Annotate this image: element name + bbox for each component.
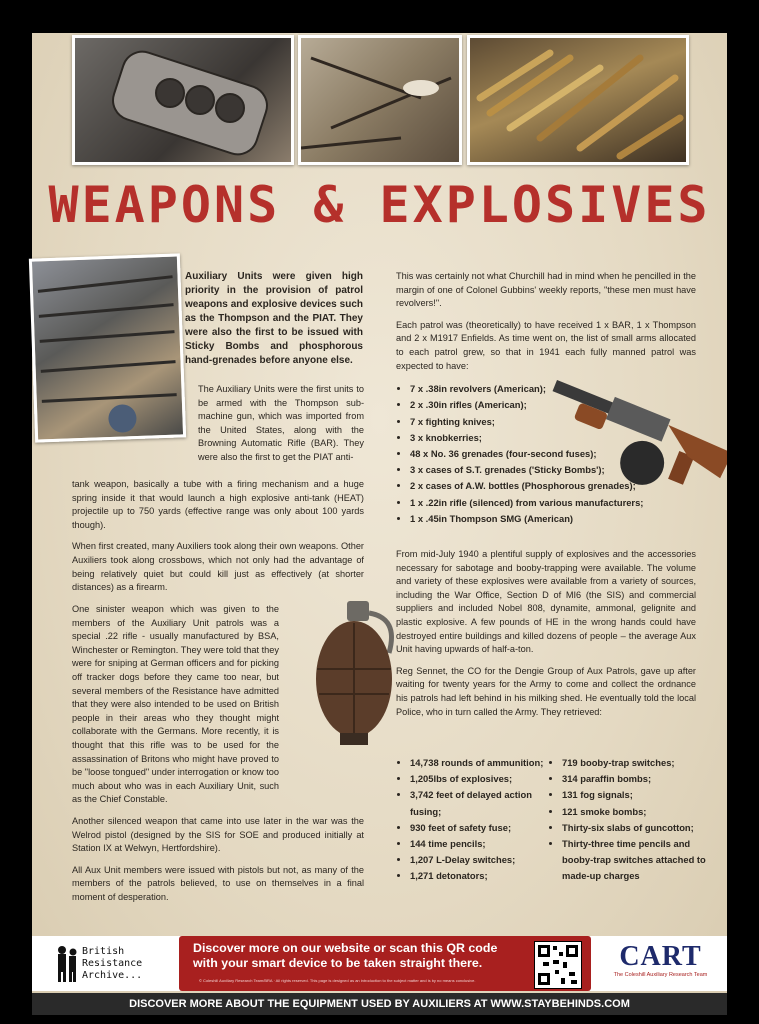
cart-wordmark: CART <box>619 941 702 972</box>
list-item: • 121 smoke bombs; <box>562 804 722 820</box>
explosives-text <box>396 548 696 727</box>
list-item: • 314 paraffin bombs; <box>562 771 722 787</box>
list-item: • 144 time pencils; <box>410 836 560 852</box>
list-item: • 7 x fighting knives; <box>410 414 696 430</box>
list-item: • 131 fog signals; <box>562 787 722 803</box>
cart-logo[interactable] <box>598 942 723 987</box>
photo-knuckle-duster <box>72 35 294 165</box>
footer-bar: DISCOVER MORE ABOUT THE EQUIPMENT USED BY AUXILIERS AT WWW.STAYBEHINDS.COM <box>32 993 727 1015</box>
soldiers-icon <box>54 944 80 984</box>
list-item: • 2 x .30in rifles (American); <box>410 397 696 413</box>
copyright-text: © Coleshill Auxiliary Research Team/BRA · All rights reserved. This page is designed as an introduction to the subject matter and is by no means conclusive. <box>199 978 476 983</box>
list-item: • 1,205lbs of explosives; <box>410 771 560 787</box>
retrieved-list-a <box>396 755 560 885</box>
body-paragraph-3: One sinister weapon which was given to the members of the Auxiliary Unit patrols was a special .22 rifle - usually manufactured by BSA, Winchester or Remington. They were told that they were for sniping at German officers and for picking off tracker dogs before they came too near, but several members of the Resistance have admitted that they were also intended to be used on British people in their areas who they thought might collaborate with the Germans. More recently, it is thought that this rifle was to be used for the assassination of Britons who might have proved to be "loose tongued" under interrogation or know too much about who was in each Auxiliary Unit, such as the Chief Constable. <box>72 604 279 805</box>
cta-text: Discover more on our website or scan this QR code with your smart device to be taken straight there. <box>193 941 498 970</box>
thompson-gun-image <box>537 373 727 523</box>
list-item: • 1 x .22in rifle (silenced) from various manufacturers; <box>410 495 696 511</box>
body-paragraph-4: Another silenced weapon that came into use later in the war was the Welrod pistol (designed by the SIS for SOE and produced initially at Station IX at Welwyn, Hertfordshire). <box>72 815 364 854</box>
photo-weapons-display <box>29 253 186 442</box>
right-paragraph-2: Each patrol was (theoretically) to have received 1 x BAR, 1 x Thompson and 2 x M1917 Enfields. As time went on, the list of small arms allocated to each patrol grew, so that in 1941 each fully manned patrol was expected to have: <box>396 319 696 371</box>
list-item: • 1 x .45in Thompson SMG (American) <box>410 511 696 527</box>
right-paragraph-4: Reg Sennet, the CO for the Dengie Group of Aux Patrols, gave up after waiting for twenty years for the Army to come and collect the ordnance his patrols had left behind in his milking shed. He eventually told the local Police, who in turn called the Army. They retrieved: <box>396 665 696 717</box>
cta-box <box>179 936 591 991</box>
list-item: • 3,742 feet of delayed action fusing; <box>410 787 560 819</box>
list-item: • 1,271 detonators; <box>410 868 560 884</box>
list-item: • Thirty-three time pencils and booby-trap switches attached to made-up charges <box>562 836 722 885</box>
list-item: • 3 x knobkerries; <box>410 430 696 446</box>
body-paragraph-1a: The Auxiliary Units were the first units to be armed with the Thompson sub-machine gun, which was imported from the United States, along with the Browning Automatic Rifle (BAR). They were also the first to get the PIAT anti- <box>198 384 364 462</box>
poster-page <box>32 33 727 998</box>
bra-line-3: Archive... <box>82 970 143 981</box>
list-item: • Thirty-six slabs of guncotton; <box>562 820 722 836</box>
body-paragraph-2: When first created, many Auxiliers took along their own weapons. Other Auxiliers took along crossbows, which not only had the advantage of being relatively quiet but could kill just as effectively (at shorter distances) as a firearm. <box>72 541 364 593</box>
qr-code[interactable] <box>534 941 582 989</box>
body-paragraph-5: All Aux Unit members were issued with pistols but not, as many of the members of the patrols believed, to use on themselves in a final moment of desperation. <box>72 864 364 902</box>
list-item: • 48 x No. 36 grenades (four-second fuses); <box>410 446 696 462</box>
photo-time-pencils <box>467 35 689 165</box>
body-paragraph-1b: tank weapon, basically a tube with a firing mechanism and a huge spring inside it that would launch a high explosive anti-tank (HEAT) projectile up to 750 yards (effective range was only about 100 yards though). <box>72 479 364 530</box>
left-column <box>72 478 364 603</box>
bra-line-2: Resistance <box>82 958 143 969</box>
list-item: • 930 feet of safety fuse; <box>410 820 560 836</box>
bra-logo[interactable] <box>54 944 164 984</box>
right-paragraph-3: From mid-July 1940 a plentiful supply of explosives and the accessories necessary for sabotage and booby-trapping were available. The volume and variety of these explosives were available from a variety of sources, including the War Office, Section D of MI6 (the SIS) and commercial suppliers and included Nobel 808, dynamite, ammonal, gelignite and plastic explosive. A few pounds of HE in the wrong hands could have destroyed entire buildings and killed dozens of people – the average Aux Unit having upwards of half-a-ton. <box>396 549 696 655</box>
list-item: • 719 booby-trap switches; <box>562 755 722 771</box>
list-item: • 14,738 rounds of ammunition; <box>410 755 560 771</box>
list-item: • 1,207 L-Delay switches; <box>410 852 560 868</box>
promo-banner <box>32 936 727 991</box>
lead-paragraph: Auxiliary Units were given high priority in the provision of patrol weapons and explosive devices such as the Thompson and the PIAT. They were also the first to be issued with Sticky Bombs and phosphorous hand-grenades before anyone else. <box>185 271 363 366</box>
list-item: • 7 x .38in revolvers (American); <box>410 381 696 397</box>
right-paragraph-1: This was certainly not what Churchill had in mind when he pencilled in the margin of one of Colonel Gubbins' weekly reports, "these men must have revolvers!". <box>396 271 696 309</box>
list-item: • 2 x cases of A.W. bottles (Phosphorous grenades); <box>410 478 696 494</box>
photo-tools <box>298 35 462 165</box>
cart-subtitle: The Coleshill Auxiliary Research Team <box>613 972 708 978</box>
retrieved-list-b <box>548 755 722 885</box>
list-item: • 3 x cases of S.T. grenades ('Sticky Bombs'); <box>410 462 696 478</box>
grenade-image <box>307 599 402 749</box>
page-title: WEAPONS & EXPLOSIVES <box>48 176 711 234</box>
bra-line-1: British <box>82 946 125 957</box>
